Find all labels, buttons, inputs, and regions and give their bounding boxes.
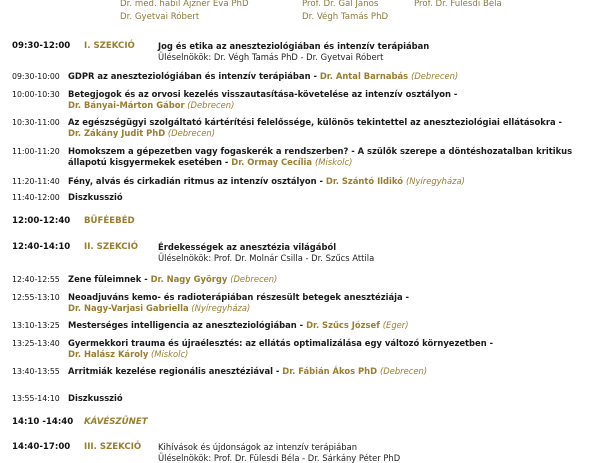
talk-time: 13:40-13:55 xyxy=(12,367,60,376)
talk-city: (Miskolc) xyxy=(314,157,353,167)
talk-row xyxy=(68,349,188,360)
session-chairs: Üléselnökök: Prof. Dr. Molnár Csilla - Dr. Szűcs Attila xyxy=(158,253,375,263)
header-name: Prof. Dr. Fülesdi Béla xyxy=(414,0,502,9)
session-title: Érdekességek az anesztézia világából xyxy=(158,242,337,252)
talk-time: 12:40-12:55 xyxy=(12,275,60,284)
talk-speaker: Dr. Halász Károly xyxy=(68,349,149,359)
break-time: 12:00-12:40 xyxy=(12,216,71,226)
talk-time: 13:10-13:25 xyxy=(12,321,60,330)
talk-title: Zene füleimnek - xyxy=(68,274,151,284)
talk-speaker: Dr. Antal Barnabás xyxy=(319,71,409,81)
break-label: BÜFÉEBÉD xyxy=(84,216,135,226)
talk-speaker: Dr. Szűcs József xyxy=(306,320,380,330)
session-title: Kihívások és újdonságok az intenzív terápiában xyxy=(158,442,358,452)
talk-speaker: Dr. Nagy-Varjasi Gabriella xyxy=(68,303,189,313)
talk-title: GDPR az aneszteziológiában és intenzív terápiában - xyxy=(68,71,320,81)
talk-speaker: Dr. Szántó Ildikó xyxy=(325,176,404,186)
talk-city: (Debrecen) xyxy=(167,128,215,138)
session-chairs: Üléselnökök: Dr. Végh Tamás PhD - Dr. Gyetvai Róbert xyxy=(158,52,384,62)
session-time: 09:30-12:00 xyxy=(12,41,71,51)
session-label: III. SZEKCIÓ xyxy=(84,442,142,452)
session-time: 12:40-14:10 xyxy=(12,242,71,252)
talk-city: (Nyíregyháza) xyxy=(405,176,465,186)
break-label: KÁVÉSZÜNET xyxy=(84,417,148,427)
talk-row xyxy=(68,176,465,187)
talk-time: 13:25-13:40 xyxy=(12,339,60,348)
session-title: Jog és etika az aneszteziológiában és intenzív terápiában xyxy=(158,41,430,51)
session-label: II. SZEKCIÓ xyxy=(84,242,139,252)
talk-city: (Debrecen) xyxy=(230,274,278,284)
talk-title: Az egészségügyi szolgáltató kártérítési felelőssége, különös tekintettel az aneszteziológiai ellátásokra - xyxy=(68,117,563,127)
talk-title: Betegjogok és az orvosi kezelés visszautasítása-követelése az intenzív osztályon - xyxy=(68,89,458,99)
talk-title: Diszkusszió xyxy=(68,192,123,202)
talk-row xyxy=(68,128,215,139)
header-name: Dr. Gyetvai Róbert xyxy=(120,12,200,22)
talk-city: (Eger) xyxy=(382,320,409,330)
talk-title: Neoadjuváns kemo- és radioterápiában részesült betegek anesztéziája - xyxy=(68,292,410,302)
talk-title-cont: állapotú kisgyermekek esetében - xyxy=(68,157,232,167)
talk-row xyxy=(68,157,352,168)
talk-city: (Debrecen) xyxy=(411,71,459,81)
talk-row xyxy=(68,274,277,285)
talk-city: (Nyíregyháza) xyxy=(191,303,251,313)
header-name: Dr. med. habil Ajzner Éva PhD xyxy=(120,0,249,9)
talk-title: Fény, alvás és cirkadián ritmus az intenzív osztályon - xyxy=(68,176,326,186)
talk-title: Homokszem a gépezetben vagy fogaskerék a rendszerben? - A szülők szerepe a döntéshozatalban kritikus xyxy=(68,146,573,156)
talk-row xyxy=(68,366,427,377)
break-time: 14:10 -14:40 xyxy=(12,417,74,427)
talk-title: Gyermekkori trauma és újraélesztés: az ellátás optimalizálása egy változó környezetben - xyxy=(68,338,494,348)
talk-title: Mesterséges intelligencia az aneszteziológiában - xyxy=(68,320,307,330)
talk-title: Arritmiák kezelése regionális anesztéziával - xyxy=(68,366,283,376)
talk-time: 11:00-11:20 xyxy=(12,147,60,156)
talk-city: (Debrecen) xyxy=(380,366,428,376)
session-time: 14:40-17:00 xyxy=(12,442,71,452)
talk-city: (Debrecen) xyxy=(187,100,235,110)
talk-speaker: Dr. Bányai-Márton Gábor xyxy=(68,100,185,110)
talk-time: 13:55-14:10 xyxy=(12,394,60,403)
talk-speaker: Dr. Zákány Judit PhD xyxy=(68,128,166,138)
session-label: I. SZEKCIÓ xyxy=(84,41,135,51)
talk-time: 09:30-10:00 xyxy=(12,72,60,81)
talk-time: 10:30-11:00 xyxy=(12,118,60,127)
header-name: Dr. Végh Tamás PhD xyxy=(302,12,389,22)
talk-row xyxy=(68,71,458,82)
talk-row xyxy=(68,303,250,314)
talk-city: (Miskolc) xyxy=(150,349,189,359)
talk-time: 11:20-11:40 xyxy=(12,177,60,186)
talk-row xyxy=(68,100,234,111)
header-name: Prof. Dr. Gál János xyxy=(302,0,379,9)
talk-speaker: Dr. Fábián Ákos PhD xyxy=(282,366,378,376)
talk-time: 12:55-13:10 xyxy=(12,293,60,302)
talk-title: Diszkusszió xyxy=(68,393,123,403)
talk-speaker: Dr. Nagy György xyxy=(150,274,228,284)
talk-row xyxy=(68,320,409,331)
session-chairs: Üléselnökök: Prof. Dr. Fülesdi Béla - Dr. Sárkány Péter PhD xyxy=(158,453,401,463)
talk-time: 11:40-12:00 xyxy=(12,193,60,202)
talk-speaker: Dr. Ormay Cecília xyxy=(231,157,313,167)
talk-time: 10:00-10:30 xyxy=(12,90,60,99)
